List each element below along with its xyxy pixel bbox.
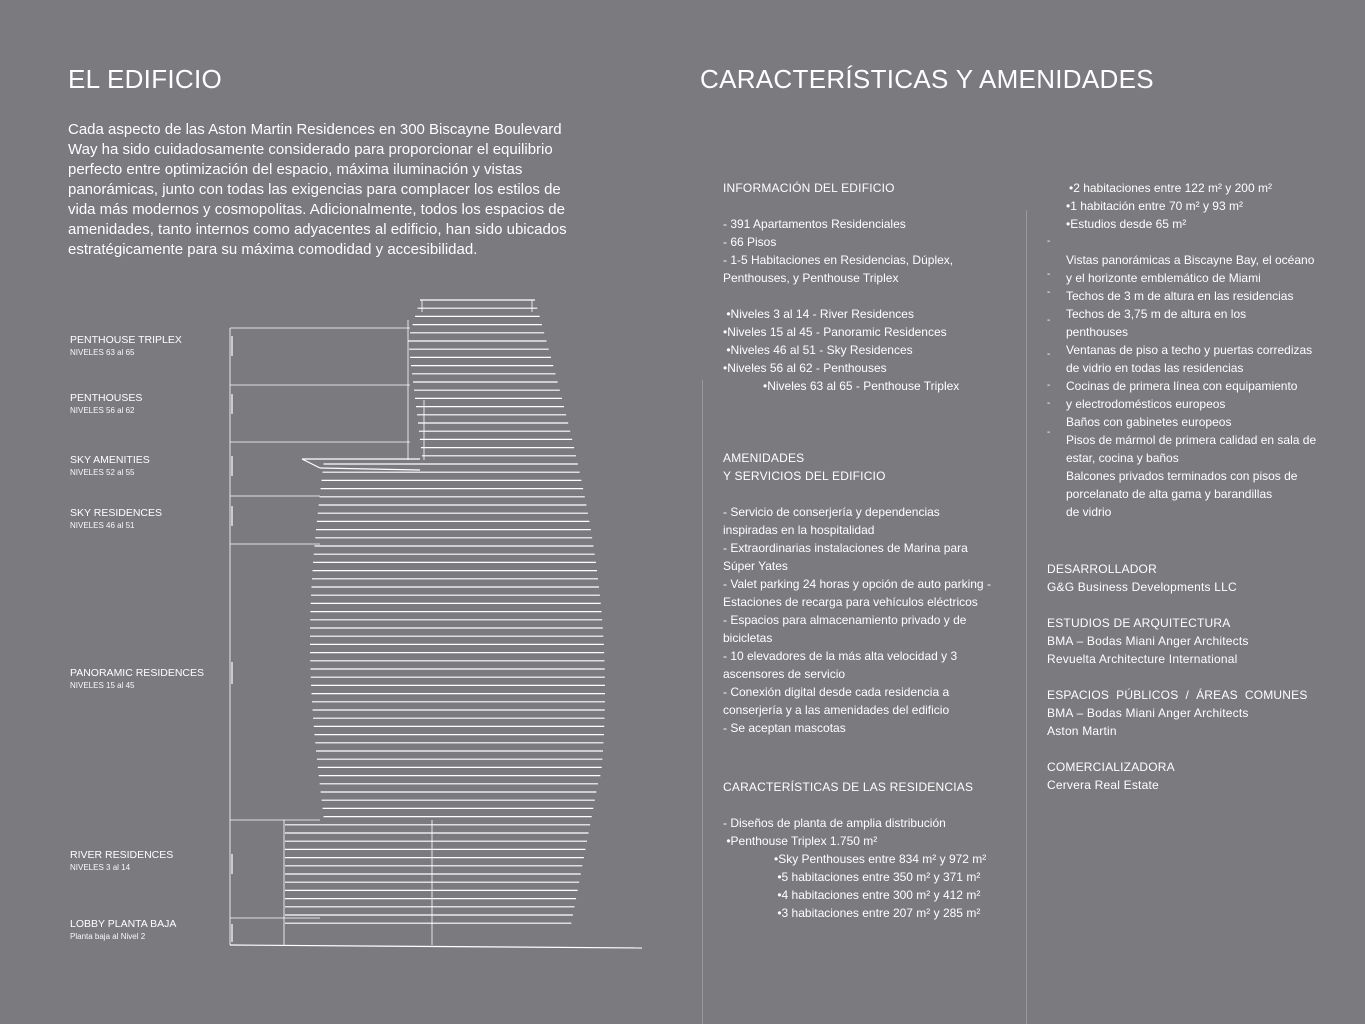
developer-name: G&G Business Developments LLC: [1047, 580, 1237, 594]
list-item: - Espacios para almacenamiento privado y de: [723, 613, 967, 627]
level-title: SKY AMENITIES: [70, 454, 150, 466]
list-item: Vistas panorámicas a Biscayne Bay, el océano: [1066, 253, 1315, 267]
section-subtitle: Y SERVICIOS DEL EDIFICIO: [723, 469, 886, 483]
list-item: Súper Yates: [723, 559, 788, 573]
list-item: - Extraordinarias instalaciones de Marina para: [723, 541, 968, 555]
level-range: NIVELES 3 al 14: [70, 863, 131, 872]
section-title: COMERCIALIZADORA: [1047, 760, 1175, 774]
sky-amenities-deck: [320, 468, 420, 470]
list-item: - 391 Apartamentos Residenciales: [723, 217, 906, 231]
sales-section: [1047, 758, 1175, 794]
architecture-section: [1047, 614, 1249, 668]
level-title: PENTHOUSE TRIPLEX: [70, 334, 182, 346]
sales-company: Cervera Real Estate: [1047, 778, 1159, 792]
designer-name: BMA – Bodas Miani Anger Architects: [1047, 706, 1249, 720]
list-item: - Se aceptan mascotas: [723, 721, 846, 735]
level-range: Planta baja al Nivel 2: [70, 932, 146, 941]
list-item: - Diseños de planta de amplia distribución: [723, 816, 946, 830]
level-title: LOBBY PLANTA BAJA: [70, 918, 177, 930]
list-item: •Estudios desde 65 m²: [1066, 217, 1187, 231]
list-item: ascensores de servicio: [723, 667, 846, 681]
list-item: •Niveles 46 al 51 - Sky Residences: [723, 343, 913, 357]
list-item: y el horizonte emblemático de Miami: [1066, 271, 1261, 285]
list-item: inspiradas en la hospitalidad: [723, 523, 875, 537]
building-info-list: [723, 215, 959, 287]
list-item: Baños con gabinetes europeos: [1066, 415, 1232, 429]
right-heading: CARACTERÍSTICAS Y AMENIDADES: [700, 64, 1154, 94]
list-item: de vidrio en todas las residencias: [1066, 361, 1244, 375]
intro-paragraph: Cada aspecto de las Aston Martin Residences en 300 Biscayne Boulevard Way ha sido cuidadosamente considerado para proporcionar el equilibrio perfecto entre optimización del espacio, máxima iluminación y vistas panorámicas, junto con todas las exigencias para complacer los estilos de vida más modernos y cosmopolitas. Adicionalmente, todos los espacios de amenidades, tanto internos como adyacentes al edificio, han sido ubicados estratégicamente para su máxima comodidad y accesibilidad.: [68, 121, 567, 258]
list-item: bicicletas: [723, 631, 773, 645]
section-title: CARACTERÍSTICAS DE LAS RESIDENCIAS: [723, 780, 974, 794]
list-item: de vidrio: [1066, 505, 1112, 519]
developer-section: [1047, 560, 1237, 596]
list-item: •Penthouse Triplex 1.750 m²: [723, 834, 878, 848]
level-range: NIVELES 52 al 55: [70, 468, 135, 477]
column-divider: [702, 380, 703, 1024]
list-item: •1 habitación entre 70 m² y 93 m²: [1066, 199, 1243, 213]
list-item: Techos de 3 m de altura en las residencias: [1066, 289, 1294, 303]
list-item: porcelanato de alta gama y barandillas: [1066, 487, 1273, 501]
building-info-section: [723, 179, 959, 395]
list-item: Ventanas de piso a techo y puertas corredizas: [1066, 343, 1313, 357]
list-item: - Valet parking 24 horas y opción de auto parking -: [723, 577, 991, 591]
architect-name: Revuelta Architecture International: [1047, 652, 1238, 666]
architect-name: BMA – Bodas Miani Anger Architects: [1047, 634, 1249, 648]
residences-list: [723, 814, 986, 922]
list-item: penthouses: [1066, 325, 1129, 339]
list-item: •Sky Penthouses entre 834 m² y 972 m²: [774, 852, 987, 866]
list-item: •2 habitaciones entre 122 m² y 200 m²: [1069, 181, 1272, 195]
residence-features-list: [1066, 251, 1316, 521]
bullet-dash: -: [1047, 380, 1051, 391]
list-item: - Servicio de conserjería y dependencias: [723, 505, 940, 519]
section-title: AMENIDADES: [723, 451, 805, 465]
building-outline: [230, 300, 642, 948]
section-title: INFORMACIÓN DEL EDIFICIO: [723, 181, 895, 195]
list-item: Estaciones de recarga para vehículos eléctricos: [723, 595, 978, 609]
amenities-list: [723, 503, 991, 737]
designer-name: Aston Martin: [1047, 724, 1117, 738]
list-item: - 10 elevadores de la más alta velocidad y 3: [723, 649, 958, 663]
list-item: - 66 Pisos: [723, 235, 777, 249]
section-title: ESPACIOS PÚBLICOS / ÁREAS COMUNES: [1047, 688, 1308, 702]
level-range: NIVELES 56 al 62: [70, 406, 135, 415]
bullet-dash: -: [1047, 315, 1051, 326]
level-title: PENTHOUSES: [70, 392, 143, 404]
list-item: - 1-5 Habitaciones en Residencias, Dúplex,: [723, 253, 954, 267]
bullet-dash: -: [1047, 349, 1051, 360]
list-item: Cocinas de primera línea con equipamiento: [1066, 379, 1298, 393]
levels-list: [723, 305, 959, 395]
list-item: •Niveles 63 al 65 - Penthouse Triplex: [763, 379, 960, 393]
list-item: y electrodomésticos europeos: [1066, 397, 1226, 411]
ground-line: [230, 945, 642, 948]
residences-section: [723, 778, 986, 922]
list-item: •3 habitaciones entre 207 m² y 285 m²: [774, 906, 981, 920]
list-item: •4 habitaciones entre 300 m² y 412 m²: [774, 888, 981, 902]
section-title: ESTUDIOS DE ARQUITECTURA: [1047, 616, 1231, 630]
sky-amenities-deck: [302, 459, 320, 468]
list-item: Penthouses, y Penthouse Triplex: [723, 271, 899, 285]
building-section-drawing: [0, 0, 680, 1024]
unit-sizes-list: [1066, 179, 1272, 233]
list-item: conserjería y a las amenidades del edificio: [723, 703, 950, 717]
list-item: estar, cocina y baños: [1066, 451, 1179, 465]
level-range: NIVELES 63 al 65: [70, 348, 135, 357]
bullet-dash: -: [1047, 398, 1051, 409]
list-item: •Niveles 56 al 62 - Penthouses: [723, 361, 887, 375]
level-title: PANORAMIC RESIDENCES: [70, 667, 204, 679]
left-heading: EL EDIFICIO: [68, 64, 223, 94]
public-areas-section: [1047, 686, 1308, 740]
list-item: •5 habitaciones entre 350 m² y 371 m²: [774, 870, 981, 884]
bullet-dash: -: [1047, 269, 1051, 280]
list-item: Balcones privados terminados con pisos de: [1066, 469, 1298, 483]
section-title: DESARROLLADOR: [1047, 562, 1157, 576]
bullet-dash: -: [1047, 236, 1051, 247]
level-title: SKY RESIDENCES: [70, 507, 163, 519]
list-item: •Niveles 15 al 45 - Panoramic Residences: [723, 325, 947, 339]
column-divider: [1026, 210, 1027, 1024]
bullet-dash: -: [1047, 427, 1051, 438]
list-item: - Conexión digital desde cada residencia a: [723, 685, 950, 699]
bullet-dash: -: [1047, 287, 1051, 298]
amenities-section: [723, 449, 991, 737]
list-item: Pisos de mármol de primera calidad en sala de: [1066, 433, 1317, 447]
list-item: Techos de 3,75 m de altura en los: [1066, 307, 1247, 321]
list-item: •Niveles 3 al 14 - River Residences: [723, 307, 914, 321]
level-range: NIVELES 15 al 45: [70, 681, 135, 690]
level-range: NIVELES 46 al 51: [70, 521, 135, 530]
level-title: RIVER RESIDENCES: [70, 849, 174, 861]
